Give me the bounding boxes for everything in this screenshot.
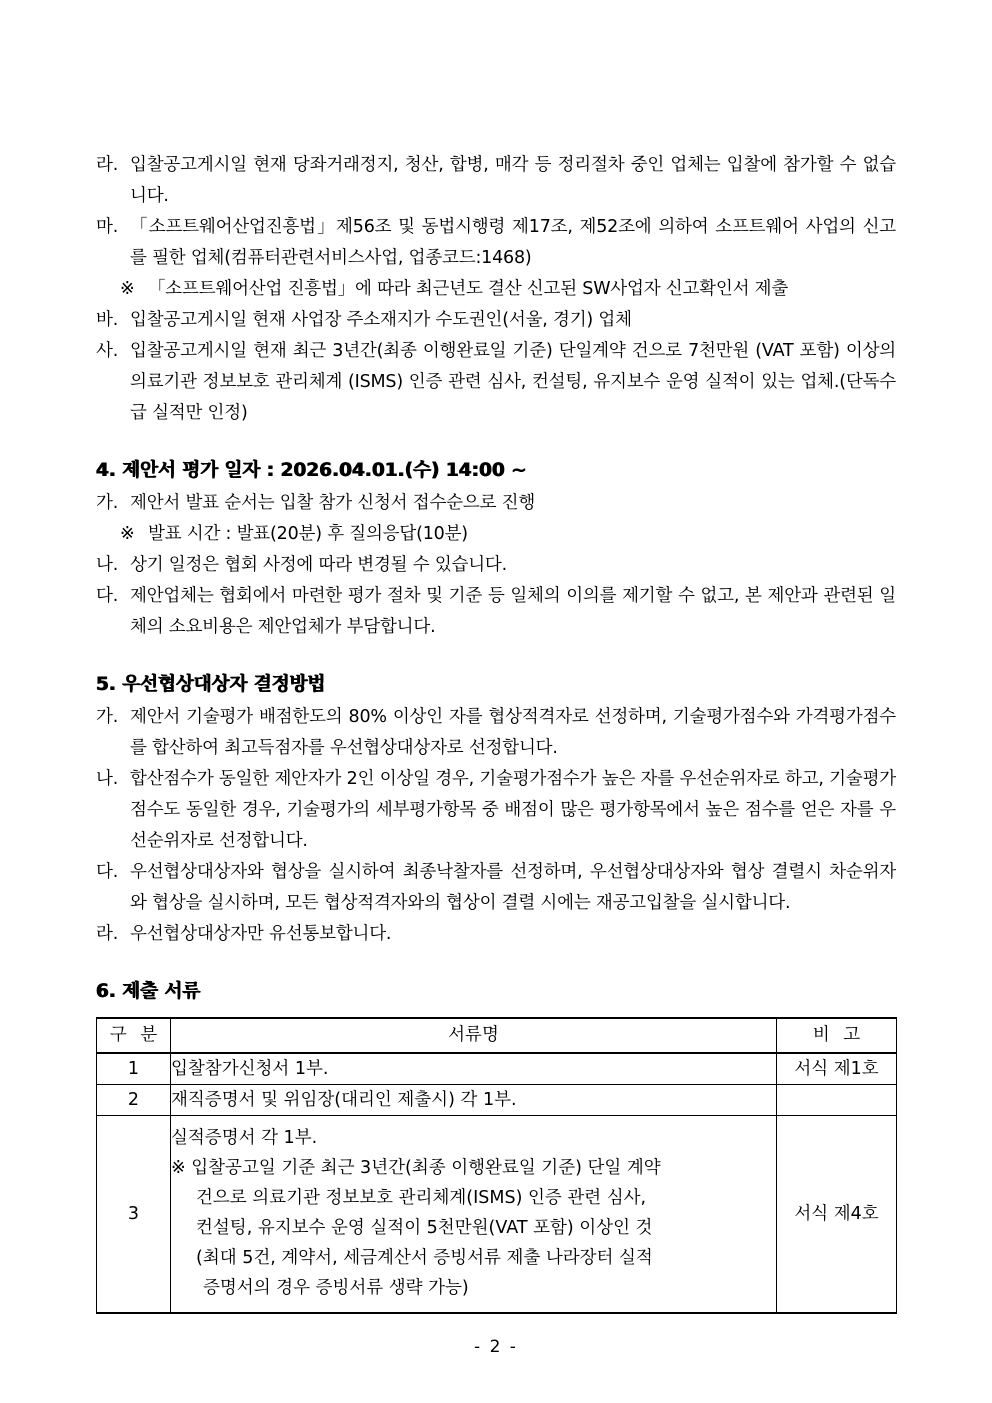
list-item bbox=[96, 919, 896, 950]
list-item-text: 제안서 발표 순서는 입찰 참가 신청서 접수순으로 진행 bbox=[130, 493, 536, 513]
list-item-marker: 라. bbox=[96, 924, 119, 944]
section-heading-4: 4. 제안서 평가 일자 : 2026.04.01.(수) 14:00 ~ bbox=[96, 460, 527, 481]
cell-doc-line: 건으로 의료기관 정보보호 관리체계(ISMS) 인증 관련 심사, bbox=[196, 1188, 647, 1208]
table-row bbox=[97, 1053, 897, 1085]
column-header-no: 구 분 bbox=[97, 1018, 171, 1053]
list-item bbox=[96, 150, 896, 212]
list-item-text: 상기 일정은 협회 사정에 따라 변경될 수 있습니다. bbox=[130, 555, 508, 575]
list-item-text: 입찰공고게시일 현재 사업장 주소재지가 수도권인(서울, 경기) 업체 bbox=[130, 310, 632, 330]
list-item-note bbox=[96, 519, 896, 550]
cell-doc-line: 컨설팅, 유지보수 운영 실적이 5천만원(VAT 포함) 이상인 것 bbox=[196, 1218, 653, 1238]
list-item-note bbox=[96, 274, 896, 305]
eligibility-list bbox=[96, 150, 896, 429]
section-heading-5: 5. 우선협상대상자 결정방법 bbox=[96, 674, 326, 695]
submission-documents-table bbox=[96, 1017, 897, 1314]
list-item-text: 제안업체는 협회에서 마련한 평가 절차 및 기준 등 일체의 이의를 제기할 수 없고, 본 제안과 관련된 일체의 소요비용은 제안업체가 부담합니다. bbox=[130, 586, 896, 637]
list-item-text: 입찰공고게시일 현재 당좌거래정지, 청산, 합병, 매각 등 정리절차 중인 업체는 입찰에 참가할 수 없습니다. bbox=[130, 155, 896, 206]
spacer bbox=[96, 429, 896, 456]
cell-doc-name: 입찰참가신청서 1부. bbox=[171, 1053, 777, 1085]
cell-remark bbox=[777, 1085, 897, 1116]
cell-no: 2 bbox=[97, 1085, 171, 1116]
list-item bbox=[96, 764, 896, 857]
cell-doc-line: 증명서의 경우 증빙서류 생략 가능) bbox=[203, 1278, 469, 1298]
column-header-doc-name: 서류명 bbox=[171, 1018, 777, 1053]
table-row bbox=[97, 1085, 897, 1116]
cell-doc-line: (최대 5건, 계약서, 세금계산서 증빙서류 제출 나라장터 실적 bbox=[196, 1248, 653, 1268]
table-body bbox=[97, 1053, 897, 1313]
list-item-marker: 라. bbox=[96, 155, 119, 175]
list-item-marker: 가. bbox=[96, 493, 119, 513]
column-header-remark: 비 고 bbox=[777, 1018, 897, 1053]
cell-doc-line: 실적증명서 각 1부. bbox=[171, 1128, 318, 1148]
table-header-row bbox=[97, 1018, 897, 1053]
cell-no: 1 bbox=[97, 1053, 171, 1085]
cell-no: 3 bbox=[97, 1116, 171, 1314]
cell-remark: 서식 제1호 bbox=[777, 1053, 897, 1085]
cell-doc-name bbox=[171, 1116, 777, 1314]
section-5-list bbox=[96, 702, 896, 950]
table-row bbox=[97, 1116, 897, 1314]
cell-doc-line: ※ 입찰공고일 기준 최근 3년간(최종 이행완료일 기준) 단일 계약 bbox=[171, 1158, 661, 1178]
list-item bbox=[96, 305, 896, 336]
list-item-text: 「소프트웨어산업 진흥법」에 따라 최근년도 결산 신고된 SW사업자 신고확인서 제출 bbox=[148, 279, 789, 299]
list-item bbox=[96, 488, 896, 519]
list-item-text: 「소프트웨어산업진흥법」제56조 및 동법시행령 제17조, 제52조에 의하여 소프트웨어 사업의 신고를 필한 업체(컴퓨터관련서비스사업, 업종코드:1468) bbox=[130, 217, 896, 268]
list-item-text: 우선협상대상자만 유선통보합니다. bbox=[130, 924, 392, 944]
list-item bbox=[96, 550, 896, 581]
page-number: - 2 - bbox=[474, 1337, 518, 1357]
section-4-list bbox=[96, 488, 896, 643]
list-item-marker: 나. bbox=[96, 555, 119, 575]
list-item bbox=[96, 857, 896, 919]
cell-remark: 서식 제4호 bbox=[777, 1116, 897, 1314]
list-item-text: 우선협상대상자와 협상을 실시하여 최종낙찰자를 선정하며, 우선협상대상자와 협상 결렬시 차순위자와 협상을 실시하며, 모든 협상적격자와의 협상이 결렬 시에는 재공고입찰을 실시합니다. bbox=[130, 862, 896, 913]
list-item-marker: 나. bbox=[96, 769, 119, 789]
page-content bbox=[96, 150, 896, 1314]
list-item-text: 합산점수가 동일한 제안자가 2인 이상일 경우, 기술평가점수가 높은 자를 우선순위자로 하고, 기술평가 점수도 동일한 경우, 기술평가의 세부평가항목 중 배점이 많은 평가항목에서 높은 점수를 얻은 자를 우선순위자로 선정합니다. bbox=[130, 769, 896, 851]
cell-doc-name: 재직증명서 및 위임장(대리인 제출시) 각 1부. bbox=[171, 1085, 777, 1116]
list-item-marker: 바. bbox=[96, 310, 119, 330]
list-item bbox=[96, 702, 896, 764]
list-item-marker: 가. bbox=[96, 707, 119, 727]
list-item-text: 발표 시간 : 발표(20분) 후 질의응답(10분) bbox=[148, 524, 468, 544]
list-item-marker: 마. bbox=[96, 217, 119, 237]
list-item bbox=[96, 336, 896, 429]
list-item-marker: 다. bbox=[96, 586, 119, 606]
list-item bbox=[96, 581, 896, 643]
list-item-marker: 다. bbox=[96, 862, 119, 882]
list-item-marker: 사. bbox=[96, 341, 119, 361]
spacer bbox=[96, 643, 896, 670]
reference-mark-icon: ※ bbox=[120, 279, 135, 299]
reference-mark-icon: ※ bbox=[120, 524, 135, 544]
list-item bbox=[96, 212, 896, 274]
section-heading-6: 6. 제출 서류 bbox=[96, 981, 201, 1002]
list-item-text: 제안서 기술평가 배점한도의 80% 이상인 자를 협상적격자로 선정하며, 기술평가점수와 가격평가점수를 합산하여 최고득점자를 우선협상대상자로 선정합니다. bbox=[130, 707, 896, 758]
spacer bbox=[96, 950, 896, 977]
table-header bbox=[97, 1018, 897, 1053]
list-item-text: 입찰공고게시일 현재 최근 3년간(최종 이행완료일 기준) 단일계약 건으로 7천만원 (VAT 포함) 이상의 의료기관 정보보호 관리체계 (ISMS) 인증 관련 심사, 컨설팅, 유지보수 운영 실적이 있는 업체.(단독수급 실적만 인정) bbox=[130, 341, 896, 423]
